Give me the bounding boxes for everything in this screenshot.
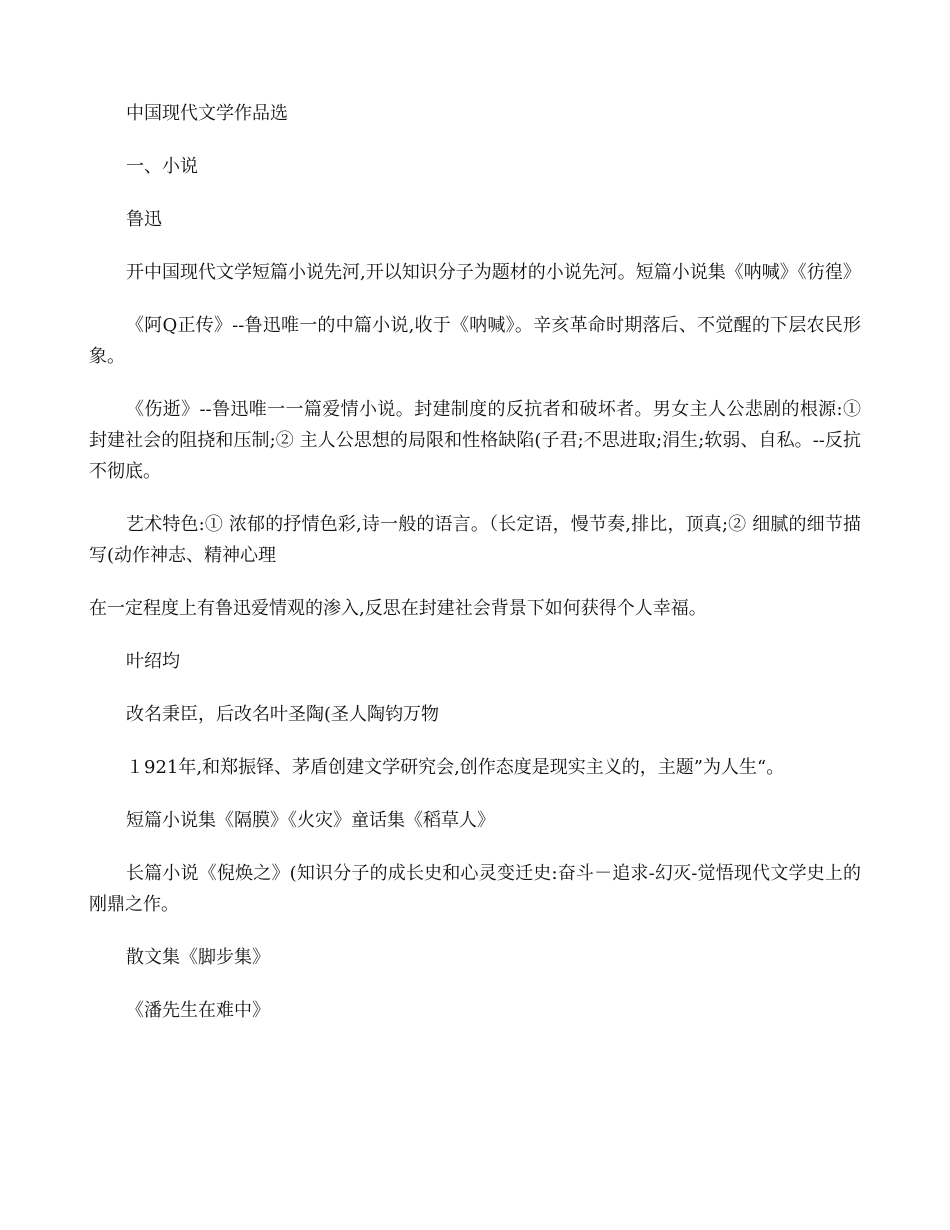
paragraph-ye-1921: １921年,和郑振铎、茅盾创建文学研究会,创作态度是现实主义的，主题”为人生“。 [126,757,785,778]
section-heading-novel: 一、小说 [126,156,198,177]
paragraph-ye-essays: 散文集《脚步集》 [126,947,270,968]
document-title: 中国现代文学作品选 [126,103,288,124]
paragraph-ye-pan: 《潘先生在难中》 [126,1000,270,1021]
paragraph-love-view: 在一定程度上有鲁迅爱情观的渗入,反思在封建社会背景下如何获得个人幸福。 [89,598,707,619]
paragraph-ye-rename: 改名秉臣，后改名叶圣陶(圣人陶钧万物 [126,704,440,725]
paragraph-ye-short-stories: 短篇小说集《隔膜》《火灾》童话集《稻草人》 [126,810,495,831]
paragraph-ye-novel: 长篇小说《倪焕之》(知识分子的成长史和心灵变迁史:奋斗－追求-幻灭-觉悟现代文学史上的刚鼎之作。 [89,863,861,915]
author-heading-ye: 叶绍均 [126,651,180,672]
paragraph-ah-q: 《阿Q正传》--鲁迅唯一的中篇小说,收于《呐喊》。辛亥革命时期落后、不觉醒的下层农民形象。 [89,315,861,367]
author-heading-luxun: 鲁迅 [126,209,162,230]
paragraph-shangshi: 《伤逝》--鲁迅唯一一篇爱情小说。封建制度的反抗者和破坏者。男女主人公悲剧的根源:①封建社会的阻挠和压制;② 主人公思想的局限和性格缺陷(子君;不思进取;涓生;软弱、自私。--反抗不彻底。 [89,399,861,482]
paragraph-art-features: 艺术特色:① 浓郁的抒情色彩,诗一般的语言。（长定语，慢节奏,排比，顶真;② 细腻的细节描写(动作神志、精神心理 [89,514,861,566]
paragraph-luxun-intro: 开中国现代文学短篇小说先河,开以知识分子为题材的小说先河。短篇小说集《呐喊》《彷徨》 [126,262,861,283]
document-page [89,98,861,1048]
